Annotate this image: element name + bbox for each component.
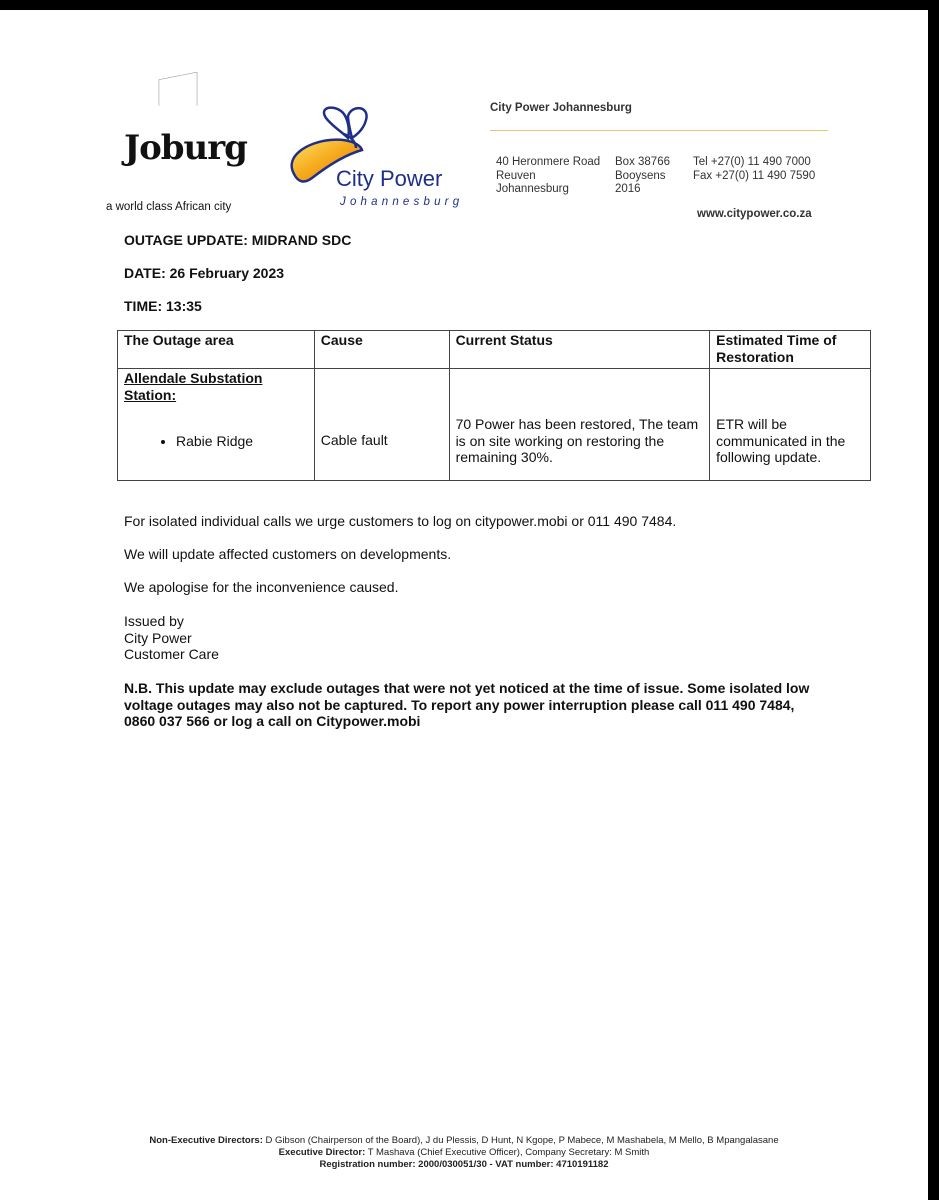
column-header: Current Status <box>449 331 710 369</box>
address-line: 40 Heronmere Road <box>496 156 601 168</box>
cause-cell <box>314 369 449 481</box>
column-header: Estimated Time of Restoration <box>710 331 871 369</box>
issued-by-line: Issued by <box>124 613 184 629</box>
city-power-logo-sub: Johannesburg <box>340 196 464 208</box>
nb-notice: N.B. This update may exclude outages that were not yet noticed at the time of issue. Some isolated low voltage outages may also not be captured. To report any power interruption please call 011 490 7484, 0860 037 566 or log a call on Citypower.mobi <box>124 680 810 729</box>
website-link[interactable]: www.citypower.co.za <box>697 208 812 220</box>
contact-block <box>693 156 815 183</box>
address-line: Reuven <box>496 169 536 182</box>
issued-by-block <box>124 613 219 663</box>
address-line: Johannesburg <box>496 183 569 195</box>
footer-registration: Registration number: 2000/030051/30 - VAT number: 4710191182 <box>319 1159 609 1170</box>
status-cell <box>449 369 710 481</box>
box-block <box>615 156 670 197</box>
joburg-logo: Joburg <box>124 128 247 168</box>
footer-label: Non-Executive Directors: <box>149 1135 263 1146</box>
status-text: 70 Power has been restored, The team is on site working on restoring the remaining 30%. <box>455 416 699 465</box>
update-time: TIME: 13:35 <box>124 298 202 314</box>
table-header-row <box>118 331 871 369</box>
footer-names: T Mashava (Chief Executive Officer), Company Secretary: M Smith <box>367 1147 650 1158</box>
info-paragraph: We apologise for the inconvenience caused. <box>124 579 399 595</box>
issued-by-line: City Power <box>124 629 192 646</box>
area-list <box>124 433 308 450</box>
box-line: Box 38766 <box>615 156 670 168</box>
footer-directors <box>0 1135 928 1146</box>
issued-by-line: Customer Care <box>124 646 219 662</box>
footer-names: D Gibson (Chairperson of the Board), J du Plessis, D Hunt, N Kgope, P Mabece, M Mashabela, M Mello, B Mpangalasane <box>265 1135 779 1146</box>
footer-label: Executive Director: <box>278 1147 366 1158</box>
company-name: City Power Johannesburg <box>490 102 632 114</box>
list-item: • Rabie Ridge <box>176 433 308 450</box>
area-heading: Allendale Substation Station: <box>124 370 263 403</box>
box-line: Booysens <box>615 169 666 182</box>
table-row <box>118 369 871 481</box>
update-date: DATE: 26 February 2023 <box>124 265 285 281</box>
update-title: OUTAGE UPDATE: MIDRAND SDC <box>124 232 352 248</box>
etr-cell <box>710 369 871 481</box>
etr-text: ETR will be communicated in the following update. <box>716 416 846 465</box>
joburg-logo-frame <box>108 72 248 106</box>
footer-executive <box>0 1147 928 1158</box>
column-header: The Outage area <box>118 331 315 369</box>
outage-table <box>117 330 871 481</box>
tel-line: Tel +27(0) 11 490 7000 <box>693 156 811 168</box>
column-header: Cause <box>314 331 449 369</box>
box-line: 2016 <box>615 183 641 195</box>
info-paragraph: We will update affected customers on developments. <box>124 546 452 562</box>
area-cell <box>118 369 315 481</box>
info-paragraph: For isolated individual calls we urge customers to log on citypower.mobi or 011 490 7484. <box>124 513 677 529</box>
joburg-tagline: a world class African city <box>106 201 232 213</box>
fax-line: Fax +27(0) 11 490 7590 <box>693 169 816 182</box>
cause-text: Cable fault <box>320 432 388 448</box>
header-rule <box>490 130 828 131</box>
city-power-logo-name: City Power <box>336 166 443 191</box>
document-page <box>0 10 928 1200</box>
address-block <box>496 156 600 197</box>
